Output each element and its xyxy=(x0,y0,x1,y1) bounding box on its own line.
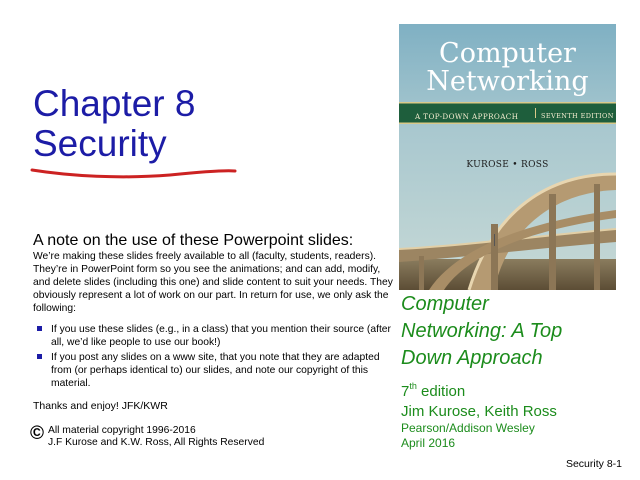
edition-suffix: th xyxy=(409,381,417,391)
note-body: We’re making these slides freely available to all (faculty, students, readers). They’re in PowerPoint form so you see the animations; and can add, modify, and delete slides (including this one) and slide content to suit your needs. They obviously represent a lot of work on our part. In return for use, we only ask the following: xyxy=(33,251,393,314)
edition-number: 7 xyxy=(401,383,410,400)
book-edition xyxy=(401,382,465,401)
book-authors: Jim Kurose, Keith Ross xyxy=(401,403,557,420)
thanks-note: Thanks and enjoy! JFK/KWR xyxy=(33,400,168,412)
cover-authors: KUROSE • ROSS xyxy=(466,160,549,170)
note-heading: A note on the use of these Powerpoint slides: xyxy=(33,232,354,249)
copyright-line-1: All material copyright 1996-2016 xyxy=(48,425,196,436)
bullet-text: If you use these slides (e.g., in a class) that you mention their source (after all, we’d like people to use our book!) xyxy=(51,324,391,348)
slide-title xyxy=(33,84,196,164)
bullet-square-icon xyxy=(37,326,42,331)
list-item xyxy=(33,323,393,349)
cover-title xyxy=(399,40,616,96)
edition-word: edition xyxy=(416,383,466,400)
cover-subtitle: A TOP-DOWN APPROACH xyxy=(415,112,519,121)
note-bullets xyxy=(33,323,393,392)
slide-number: Security 8-1 xyxy=(565,458,622,470)
book-title-line-3: Down Approach xyxy=(401,347,543,369)
list-item xyxy=(33,351,393,390)
book-cover xyxy=(399,24,616,290)
cover-edition: SEVENTH EDITION xyxy=(541,112,614,120)
cover-title-line-1: Computer xyxy=(439,38,576,69)
title-line-2: Security xyxy=(33,123,167,164)
copyright-icon: © xyxy=(30,423,44,444)
copyright-line-2: J.F Kurose and K.W. Ross, All Rights Reserved xyxy=(48,437,265,448)
book-publisher: Pearson/Addison Wesley xyxy=(401,421,535,435)
title-underline xyxy=(30,160,240,182)
book-title xyxy=(401,291,631,372)
book-title-line-2: Networking: A Top xyxy=(401,320,563,342)
book-title-line-1: Computer xyxy=(401,293,489,315)
bullet-text: If you post any slides on a www site, that you note that they are adapted from (or perhaps identical to) our slides, and note our copyright of this material. xyxy=(51,352,380,389)
cover-title-line-2: Networking xyxy=(426,66,589,97)
book-date: April 2016 xyxy=(401,436,456,450)
bullet-square-icon xyxy=(37,354,42,359)
copyright-text xyxy=(48,425,264,449)
title-line-1: Chapter 8 xyxy=(33,83,196,124)
